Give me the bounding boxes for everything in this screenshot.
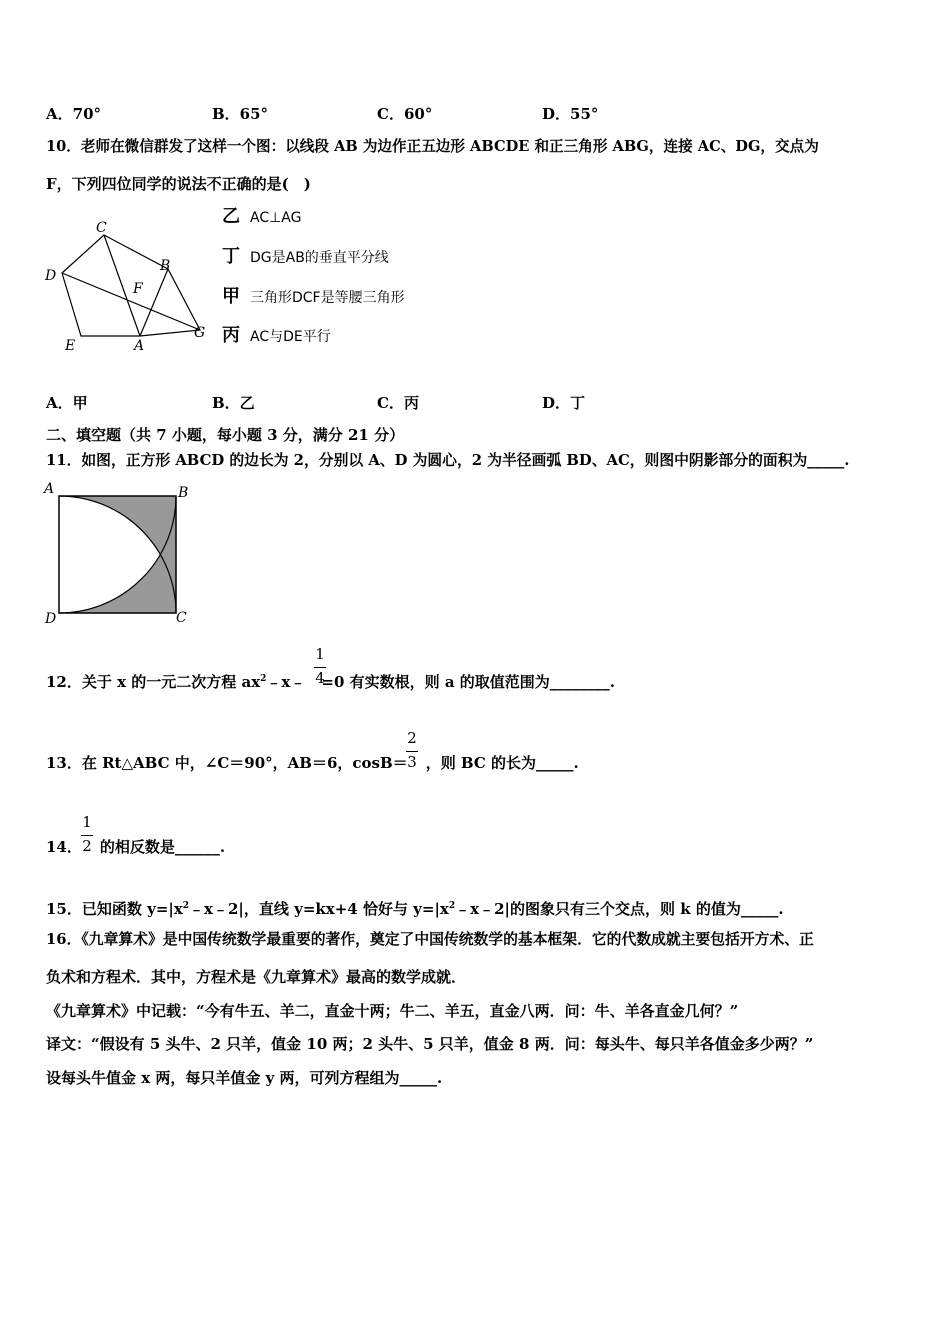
q11-text: 11．如图，正方形 ABCD 的边长为 2，分别以 A、D 为圆心，2 为半径画弧 BD、AC，则图中阴影部分的面积为_____. [46, 452, 850, 469]
q9-option-a: A．70° [46, 105, 102, 123]
q14-suffix: 的相反数是______. [99, 838, 226, 856]
segment-dg [62, 273, 200, 330]
q13-fraction [405, 729, 419, 773]
q12-text [46, 669, 615, 692]
q16-line5: 设每头牛值金 x 两，每只羊值金 y 两，可列方程组为_____. [46, 1069, 443, 1087]
q12-suffix: =0 有实数根，则 a 的取值范围为________. [321, 673, 615, 691]
statement-bing-who: 丙 [222, 325, 240, 346]
q12-fraction-bar [314, 667, 326, 668]
q14-fraction-denominator: 2 [82, 837, 92, 855]
q10-option-b: B．乙 [212, 394, 255, 412]
q10-option-c: C．丙 [377, 394, 419, 412]
label-c: C [176, 610, 187, 626]
q15-exponent-2: 2 [448, 901, 456, 911]
q13-text [46, 753, 579, 773]
label-g: G [194, 325, 206, 341]
label-f: F [133, 281, 143, 297]
q9-option-d: D．55° [542, 105, 599, 123]
unshaded-center [59, 496, 126, 613]
q14-fraction-numerator: 1 [82, 813, 92, 831]
statement-bing-text: AC与DE平行 [250, 329, 331, 345]
statement-ding-text: DG是AB的垂直平分线 [250, 250, 389, 266]
statement-ding-who: 丁 [222, 246, 240, 267]
q9-option-b: B．65° [212, 105, 269, 123]
q10-text-line1: 10．老师在微信群发了这样一个图：以线段 AB 为边作正五边形 ABCDE 和正三角形 ABG，连接 AC、DG，交点为 [46, 138, 819, 155]
statement-jia-who: 甲 [222, 286, 240, 307]
q14-text [46, 837, 225, 857]
section2-title: 二、填空题（共 7 小题，每小题 3 分，满分 21 分） [46, 426, 405, 444]
segment-ba [140, 269, 168, 336]
q11-square-figure [40, 478, 200, 628]
q13-fraction-denominator: 3 [407, 753, 417, 771]
label-b: B [178, 485, 189, 501]
statement-jia [222, 282, 405, 308]
q10-option-a: A．甲 [46, 394, 88, 412]
q10-option-d: D．丁 [542, 394, 586, 412]
q12-fraction [313, 645, 327, 689]
q15-text [46, 896, 784, 919]
label-b: B [160, 258, 171, 274]
label-c: C [96, 220, 107, 236]
statement-jia-text: 三角形DCF是等腰三角形 [250, 290, 405, 306]
statement-ding [222, 242, 389, 268]
q14-fraction-bar [81, 835, 93, 836]
q13-suffix: ，则 BC 的长为_____. [425, 754, 579, 772]
q15-part-a: 15．已知函数 y=|x [46, 900, 183, 918]
q14-fraction [80, 813, 94, 857]
statement-yi [222, 202, 301, 228]
q16-line4: 译文：“假设有 5 头牛、2 只羊，值金 10 两；2 头牛、5 只羊，值金 8 两．问：每头牛、每只羊各值金多少两？” [46, 1035, 814, 1053]
q12-prefix: 12．关于 x 的一元二次方程 ax [46, 673, 261, 691]
statement-bing [222, 321, 331, 347]
label-e: E [65, 338, 76, 354]
q13-fraction-bar [406, 751, 418, 752]
q12-mid: ﹣x﹣ [266, 673, 306, 691]
q12-fraction-numerator: 1 [315, 645, 325, 663]
label-d: D [45, 611, 57, 627]
q16-line2: 负术和方程术．其中，方程术是《九章算术》最高的数学成就． [46, 968, 467, 986]
q14-prefix: 14． [46, 838, 82, 856]
label-a: A [44, 481, 55, 497]
q12-fraction-denominator: 4 [315, 669, 325, 687]
q10-text-line2: F，下列四位同学的说法不正确的是( ) [46, 175, 311, 193]
q15-part-b: ﹣x﹣2|，直线 y=kx+4 恰好与 y=|x [189, 900, 449, 918]
label-a: A [134, 338, 145, 354]
q15-exponent-1: 2 [182, 901, 190, 911]
q15-part-c: ﹣x﹣2|的图象只有三个交点，则 k 的值为_____. [455, 900, 784, 918]
q13-fraction-numerator: 2 [407, 729, 417, 747]
q16-line3: 《九章算术》中记载：“今有牛五、羊二，直金十两；牛二、羊五，直金八两．问：牛、羊各直金几何？” [46, 1002, 739, 1020]
q16-line1: 16．《九章算术》是中国传统数学最重要的著作，奠定了中国传统数学的基本框架．它的代数成就主要包括开方术、正 [46, 931, 814, 948]
statement-yi-text: AC⊥AG [250, 210, 302, 226]
statement-yi-who: 乙 [222, 206, 240, 227]
label-d: D [45, 268, 57, 284]
q12-exponent: 2 [260, 674, 267, 684]
q13-prefix: 13．在 Rt△ABC 中，∠C＝90°，AB＝6，cosB＝ [46, 754, 408, 772]
q9-option-c: C．60° [377, 105, 433, 123]
q10-pentagon-figure [40, 218, 220, 358]
